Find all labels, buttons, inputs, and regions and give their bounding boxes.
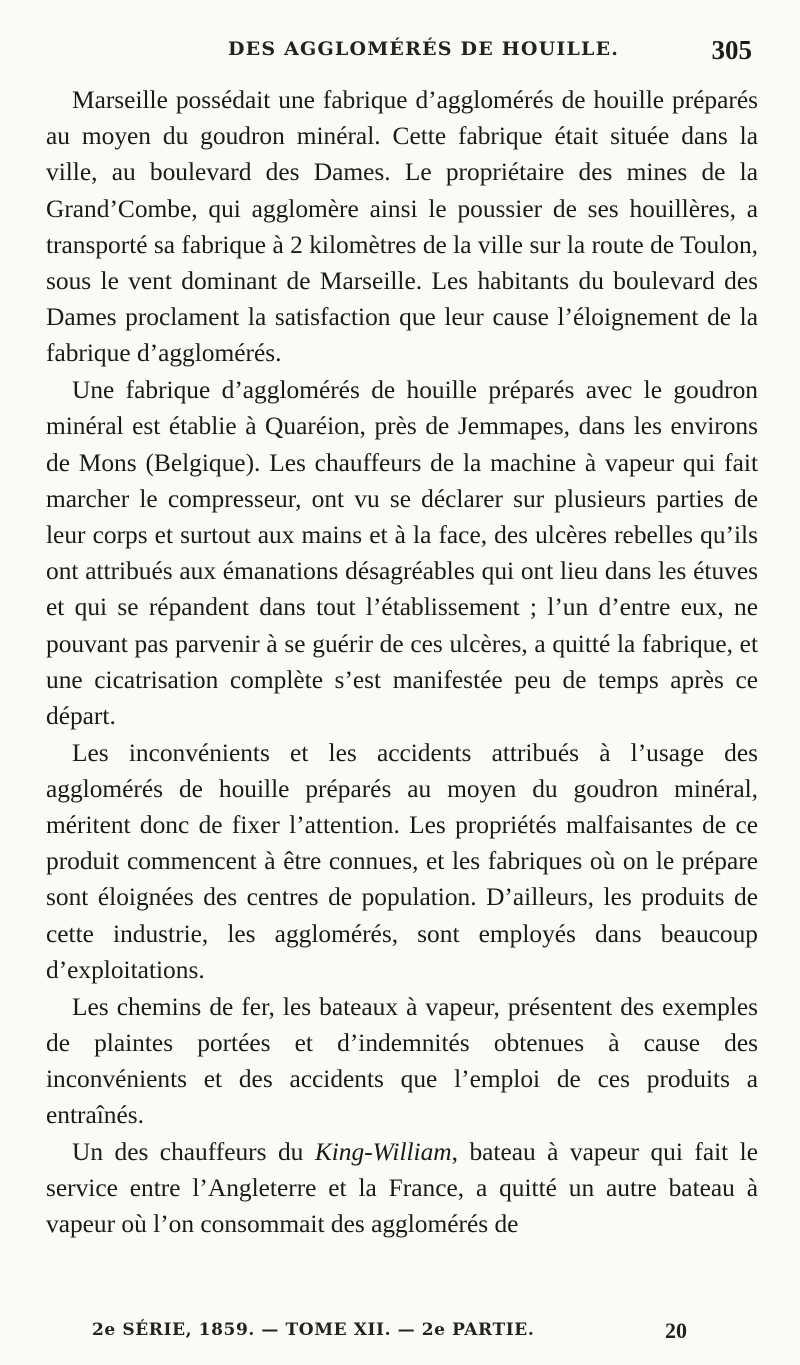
paragraph-5-start: Un des chauffeurs du	[72, 1137, 315, 1166]
paragraph-5	[46, 1134, 758, 1243]
paragraph-4: Les chemins de fer, les bateaux à vapeur, présentent des exemples de plaintes portées et d’indemnités obtenues à cause des inconvénients et des accidents que l’emploi de ces produits a entraînés.	[46, 992, 758, 1130]
body-text	[46, 82, 758, 1243]
running-head	[0, 35, 800, 68]
signature-number: 20	[665, 1318, 687, 1343]
page-number: 305	[711, 35, 752, 65]
ship-name: King-William	[314, 1137, 452, 1166]
running-title: DES AGGLOMÉRÉS DE HOUILLE.	[228, 38, 620, 60]
paragraph-3: Les inconvénients et les accidents attribués à l’usage des agglomérés de houille préparés au moyen du goudron minéral, méritent donc de fixer l’attention. Les propriétés malfaisantes de ce produit commencent à être connues, et les fabriques où on le prépare sont éloignées des centres de population. D’ailleurs, les produits de cette industrie, les agglomérés, sont employés dans beaucoup d’exploitations.	[46, 738, 758, 984]
paragraph-5-end: , bateau à vapeur qui fait le service entre l’Angleterre et la France, a quitté un autre bateau à vapeur où l’on consommait des agglomérés de	[46, 1137, 758, 1239]
paragraph-1: Marseille possédait une fabrique d’agglomérés de houille préparés au moyen du goudron minéral. Cette fabrique était située dans la ville, au boulevard des Dames. Le propriétaire des mines de la Grand’Combe, qui agglomère ainsi le poussier de ses houillères, a transporté sa fabrique à 2 kilomètres de la ville sur la route de Toulon, sous le vent dominant de Marseille. Les habitants du boulevard des Dames proclament la satisfaction que leur cause l’éloignement de la fabrique d’agglomérés.	[46, 86, 758, 368]
signature-mark: 2e SÉRIE, 1859. — TOME XII. — 2e PARTIE.	[92, 1320, 535, 1340]
paragraph-2: Une fabrique d’agglomérés de houille préparés avec le goudron minéral est établie à Quaréion, près de Jemmapes, dans les environs de Mons (Belgique). Les chauffeurs de la machine à vapeur qui fait marcher le compresseur, ont vu se déclarer sur plusieurs parties de leur corps et surtout aux mains et à la face, des ulcères rebelles qu’ils ont attribués aux émanations désagréables qui ont lieu dans les étuves et qui se répandent dans tout l’établissement ; l’un d’entre eux, ne pouvant pas parvenir à se guérir de ces ulcères, a quitté la fabrique, et une cicatrisation complète s’est manifestée peu de temps après ce départ.	[46, 376, 758, 730]
footer	[0, 1320, 800, 1350]
